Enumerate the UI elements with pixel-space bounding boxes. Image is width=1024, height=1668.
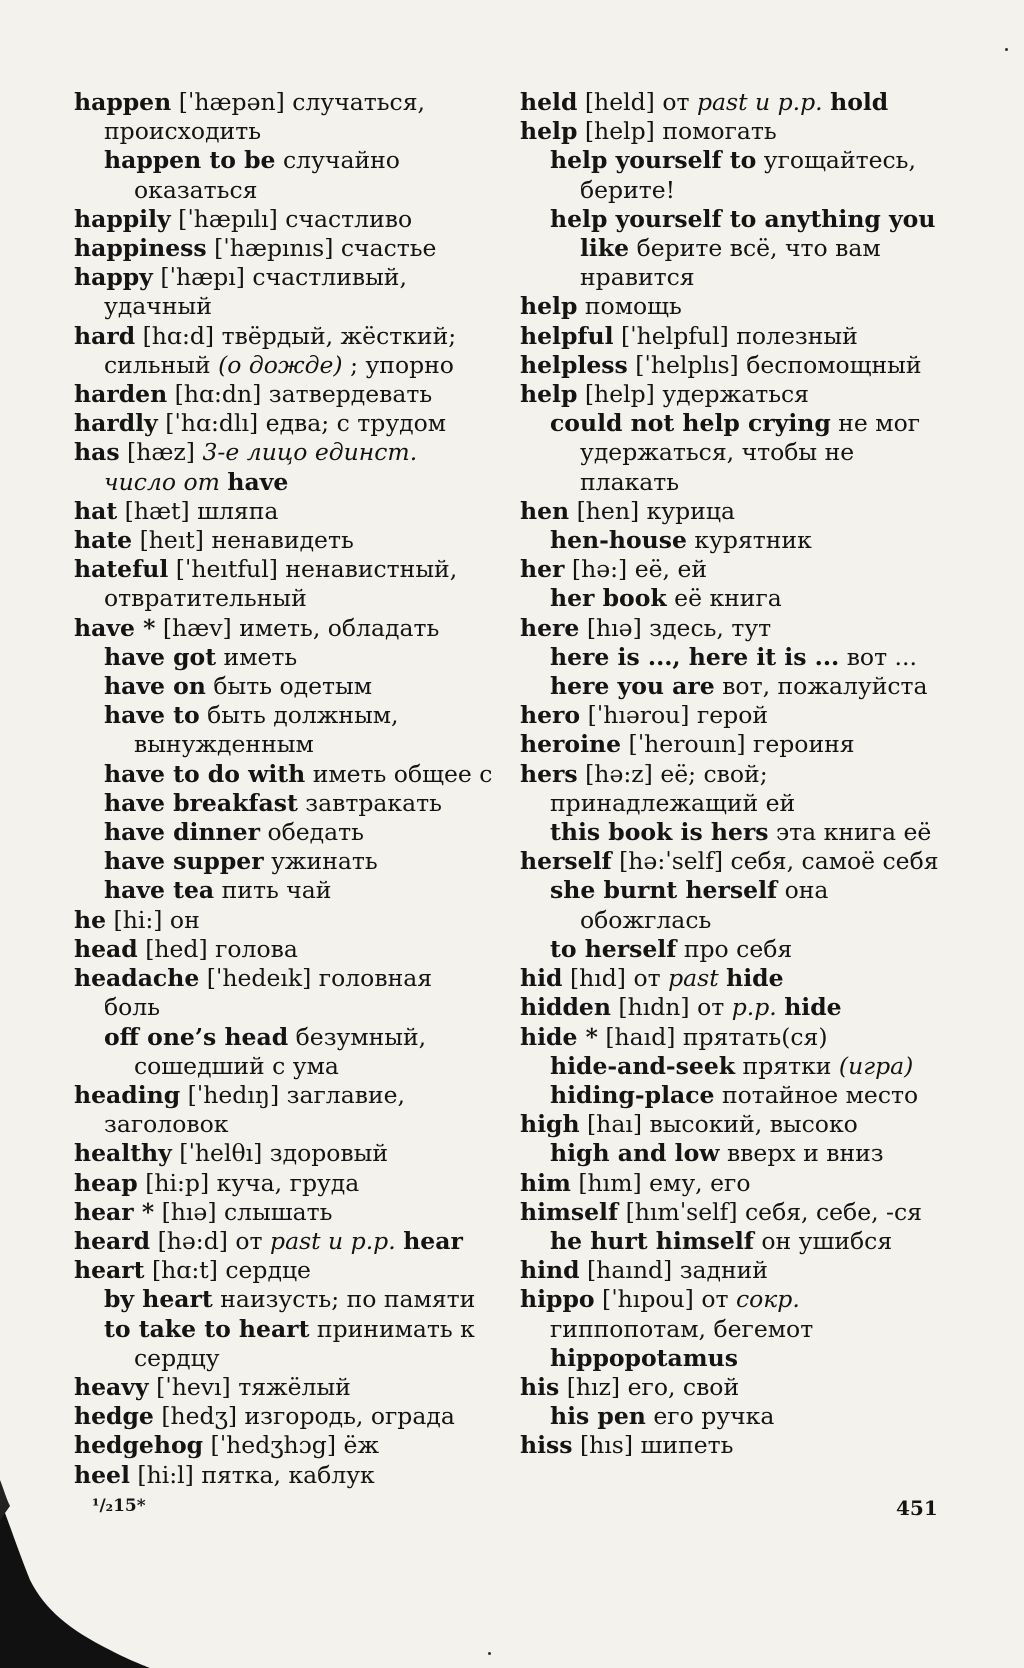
dictionary-entry [74,1139,494,1168]
headword: he [74,905,107,934]
headword: hide * [520,1022,598,1051]
dictionary-entry [520,1431,940,1460]
transcription: [hi:] [113,905,163,934]
gloss: помогать [662,117,777,146]
gloss: счастливо [285,204,413,233]
dictionary-entry [74,935,494,964]
dictionary-subentry [520,205,940,293]
transcription: [hə:z] [585,759,653,788]
gloss: шипеть [640,1431,734,1460]
dictionary-entry [520,993,940,1022]
headword: hard [74,321,136,350]
grammar-note: (игра) [838,1051,914,1080]
transcription: [ˈherouın] [628,730,746,759]
dictionary-entry [74,964,494,1022]
page-number: 451 [896,1496,938,1520]
dictionary-subentry [520,643,940,672]
dictionary-entry [520,88,940,117]
dictionary-entry [74,1081,494,1139]
headword: headache [74,964,200,993]
dictionary-entry [520,730,940,759]
gloss: от [662,88,690,116]
gloss: берите всё, что вам нравится [580,234,881,292]
headword: hardly [74,409,158,438]
headword: have dinner [104,818,260,847]
dictionary-entry [74,614,494,643]
gloss: ему, его [649,1168,751,1197]
dictionary-entry [520,964,940,993]
gloss: иметь [223,642,298,671]
headword: hind [520,1256,580,1285]
gloss: от [697,993,725,1022]
gloss: высокий, высоко [649,1110,858,1139]
transcription: [ˈhæpınıs] [214,234,334,263]
headword: held [520,88,578,116]
dictionary-subentry [520,935,940,964]
gloss: счастливый, удачный [104,263,407,321]
dictionary-entry [520,497,940,526]
transcription: [haıd] [605,1022,676,1051]
transcription: [ˈhelθı] [179,1139,263,1168]
headword: hid [520,964,563,993]
grammar-note: past и p.p. [270,1226,396,1255]
transcription: [help] [584,380,655,409]
headword: he hurt himself [550,1226,754,1255]
dictionary-entry [520,1023,940,1052]
gloss: иметь, обладать [239,613,440,642]
gloss: случайно оказаться [134,146,400,204]
headword: hedge [74,1402,154,1431]
headword: hen [520,496,570,525]
dictionary-entry [520,701,940,730]
headword: help [520,292,578,321]
dictionary-subentry [520,409,940,497]
headword: have to [104,701,200,730]
headword: heading [74,1080,181,1109]
transcription: [ˈhæpı] [160,263,245,292]
gloss: помощь [584,292,682,321]
headword: have on [104,672,206,701]
transcription: [heıt] [139,526,204,555]
gloss: она обожглась [580,876,829,934]
gloss: завтракать [305,788,442,817]
dictionary-entry [74,409,494,438]
gloss: курятник [694,526,812,555]
headword: high and low [550,1139,720,1168]
gloss: её книга [674,584,782,613]
transcription: [hɑ:t] [151,1256,218,1285]
headword: head [74,934,138,963]
gloss: ненавистный, отвратительный [104,555,458,613]
headword: here [520,613,580,642]
headword: help yourself to anything you like [550,204,936,263]
headword: heroine [520,730,622,759]
gloss: он ушибся [761,1226,893,1255]
headword: have to do with [104,759,306,788]
cross-reference: hide [784,993,842,1022]
transcription: [hæv] [162,613,232,642]
dictionary-subentry [74,847,494,876]
transcription: [hen] [576,496,640,525]
dictionary-subentry [74,1285,494,1314]
dictionary-entry [520,1256,940,1285]
dictionary-entry [74,1431,494,1460]
headword: healthy [74,1139,172,1168]
transcription: [ˈhıərou] [587,701,690,730]
gloss: ужинать [271,847,378,876]
dictionary-entry [74,1169,494,1198]
dictionary-entry [74,497,494,526]
gloss: твёрдый, жёсткий; сильный [104,321,457,379]
headword: heart [74,1256,145,1285]
speck [488,1652,491,1655]
transcription: [hə:ˈself] [619,847,724,876]
gloss: затвердевать [268,380,433,409]
gloss: её, ей [634,555,708,584]
dictionary-entry [520,1198,940,1227]
gloss: задний [679,1256,768,1285]
gloss: вот, пожалуйста [722,672,928,701]
grammar-note: сокр. [735,1285,800,1314]
dictionary-entry [74,234,494,263]
dictionary-entry [520,760,940,818]
gloss: прятки [742,1051,832,1080]
gloss: его, свой [627,1372,740,1401]
gloss: заглавие, заголовок [104,1080,406,1139]
headword: his pen [550,1402,646,1431]
dictionary-subentry [520,1139,940,1168]
transcription: [hız] [566,1372,621,1401]
transcription: [hımˈself] [625,1197,738,1226]
dictionary-subentry [520,146,940,204]
dictionary-entry [520,1110,940,1139]
gloss: изгородь, ограда [244,1402,455,1431]
transcription: [ˈhæpən] [178,88,285,116]
dictionary-subentry [74,876,494,905]
headword: this book is hers [550,818,769,847]
gloss: ёж [343,1431,380,1460]
speck [1005,48,1008,51]
transcription: [ˈhɑ:dlı] [165,409,259,438]
headword: happen to be [104,146,276,175]
dictionary-subentry [74,760,494,789]
dictionary-entry [520,614,940,643]
dictionary-entry [74,1198,494,1227]
transcription: [hedʒ] [161,1402,238,1431]
gloss: герой [696,701,769,730]
gloss: её; свой; принадлежащий ей [550,759,796,817]
dictionary-subentry [74,643,494,672]
dictionary-entry [520,380,940,409]
gloss: от [633,964,661,993]
gloss: вверх и вниз [726,1139,884,1168]
gloss: он [169,905,200,934]
transcription: [ˈhedeık] [206,964,312,993]
headword: heel [74,1460,130,1489]
dictionary-entry [520,292,940,321]
transcription: [hıs] [579,1431,634,1460]
gloss: его ручка [653,1402,775,1431]
gloss: быть одетым [213,672,372,701]
headword: help yourself to [550,146,757,175]
headword: hate [74,526,133,555]
headword: hateful [74,555,169,584]
grammar-note: past [668,964,719,993]
cross-reference: hear [403,1226,463,1255]
dictionary-entry [74,555,494,613]
gloss: потайное место [721,1080,919,1109]
gloss: эта книга её [776,818,932,847]
gloss: случаться, происходить [104,88,426,146]
headword: hidden [520,993,611,1022]
headword: she burnt herself [550,876,778,905]
gloss: удержаться [662,380,809,409]
dictionary-subentry [520,1081,940,1110]
transcription: [held] [584,88,655,116]
dictionary-entry [74,438,494,496]
gloss: тяжёлый [238,1372,351,1401]
transcription: [ˈhelpful] [621,321,729,350]
headword: here you are [550,672,715,701]
headword: has [74,438,120,467]
cross-reference: hippopotamus [550,1343,738,1372]
dictionary-entry [74,205,494,234]
dictionary-entry [520,322,940,351]
right-column [520,88,940,1461]
dictionary-subentry [74,1315,494,1373]
gloss: сердце [225,1256,311,1285]
headword: off one’s head [104,1022,289,1051]
dictionary-subentry [74,146,494,204]
headword: hippo [520,1285,595,1314]
headword: here is ..., here it is ... [550,642,840,671]
gloss: героиня [753,730,855,759]
headword: hero [520,701,581,730]
headword: heard [74,1226,151,1255]
gloss: иметь общее с [312,759,493,788]
headword: to herself [550,934,677,963]
dictionary-subentry [520,1052,940,1081]
headword: high [520,1110,580,1139]
headword: help [520,117,578,146]
gloss: не мог удержаться, чтобы не плакать [580,409,921,496]
headword: have tea [104,876,215,905]
headword: hiss [520,1431,573,1460]
headword: heavy [74,1372,149,1401]
headword: hat [74,496,118,525]
headword: could not help crying [550,409,831,438]
transcription: [hi:l] [137,1460,194,1489]
transcription: [hæz] [127,438,195,467]
transcription: [ˈhelplıs] [635,350,739,379]
headword: helpless [520,350,628,379]
transcription: [hıə] [161,1197,217,1226]
gloss: от [701,1285,729,1314]
dictionary-entry [74,263,494,321]
gloss: головная боль [104,964,433,1022]
transcription: [hə:] [571,555,628,584]
transcription: [hɑ:dn] [174,380,262,409]
headword: heap [74,1168,138,1197]
dictionary-subentry [74,789,494,818]
gloss: наизусть; по памяти [220,1285,476,1314]
headword: helpful [520,321,614,350]
dictionary-entry [74,1402,494,1431]
dictionary-entry [74,88,494,146]
dictionary-entry [520,117,940,146]
headword: to take to heart [104,1314,310,1343]
transcription: [hıdn] [618,993,690,1022]
grammar-note: p.p. [731,993,777,1022]
gloss: обедать [267,818,364,847]
gloss: быть должным, вынужденным [134,701,399,759]
headword: hers [520,759,578,788]
transcription: [hıə] [586,613,642,642]
dictionary-entry [74,1227,494,1256]
transcription: [hi:p] [145,1168,210,1197]
dictionary-entry [520,1285,940,1373]
dictionary-entry [520,555,940,584]
gloss: вот ... [846,642,917,671]
gloss: угощайтесь, берите! [580,146,916,204]
gloss: ; упорно [350,350,454,379]
dictionary-subentry [520,526,940,555]
gloss: про себя [683,934,793,963]
dictionary-entry [520,351,940,380]
left-column [74,88,494,1490]
gloss: шляпа [197,496,279,525]
headword: help [520,380,578,409]
gloss: ненавидеть [211,526,354,555]
grammar-note: past и p.p. [696,88,823,116]
dictionary-entry [74,380,494,409]
gloss: слышать [224,1197,333,1226]
grammar-note: 3-е лицо единст. число от [104,438,418,496]
headword: herself [520,847,612,876]
dictionary-entry [520,1373,940,1402]
transcription: [ˈhæpılı] [178,204,278,233]
transcription: [ˈheıtful] [175,555,278,584]
gloss: от [235,1226,263,1255]
headword: hen-house [550,526,687,555]
transcription: [hıd] [569,964,626,993]
dictionary-subentry [520,584,940,613]
headword: by heart [104,1285,213,1314]
gloss: полезный [736,321,858,350]
transcription: [ˈhedıŋ] [187,1080,280,1109]
dictionary-subentry [520,818,940,847]
headword: have supper [104,847,264,876]
dictionary-entry [74,906,494,935]
gloss: себя, себе, -ся [745,1197,922,1226]
transcription: [hæt] [124,496,190,525]
gloss: принимать к сердцу [134,1314,475,1372]
headword: hide-and-seek [550,1051,736,1080]
dictionary-subentry [74,818,494,847]
gloss: куча, груда [216,1168,360,1197]
gloss: здоровый [269,1139,389,1168]
dictionary-subentry [74,701,494,759]
headword: happiness [74,234,207,263]
cross-reference: hide [726,964,784,993]
transcription: [hɑ:d] [142,321,215,350]
headword: harden [74,380,168,409]
headword: hiding-place [550,1080,715,1109]
scan-shadow [0,1480,150,1668]
gloss: пятка, каблук [201,1460,375,1489]
transcription: [ˈhevı] [156,1372,231,1401]
grammar-note: (о дожде) [218,350,343,379]
transcription: [hed] [145,934,208,963]
cross-reference: hold [830,88,889,116]
dictionary-subentry [520,672,940,701]
dictionary-entry [74,322,494,380]
gloss: гиппопотам, бегемот [550,1314,814,1343]
dictionary-entry [74,526,494,555]
gloss: пить чай [221,876,332,905]
dictionary-entry [520,847,940,876]
transcription: [hım] [578,1168,642,1197]
headword: her [520,555,565,584]
gloss: прятать(ся) [682,1022,828,1051]
gloss: себя, самоё себя [730,847,939,876]
gloss: голова [215,934,298,963]
dictionary-entry [74,1256,494,1285]
headword: hedgehog [74,1431,204,1460]
gloss: счастье [340,234,437,263]
headword: himself [520,1197,619,1226]
headword: happen [74,88,172,116]
transcription: [help] [584,117,655,146]
transcription: [haınd] [587,1256,673,1285]
headword: hear * [74,1197,155,1226]
dictionary-subentry [74,672,494,701]
transcription: [hə:d] [157,1226,228,1255]
gloss: безумный, сошедший с ума [134,1022,427,1080]
transcription: [haı] [587,1110,643,1139]
transcription: [ˈhedʒhɔg] [210,1431,337,1460]
headword: happily [74,204,171,233]
headword: him [520,1168,571,1197]
cross-reference: have [227,467,289,496]
headword: have got [104,642,217,671]
gloss: здесь, тут [649,613,772,642]
headword: have breakfast [104,788,298,817]
transcription: [ˈhıpou] [602,1285,694,1314]
dictionary-entry [74,1373,494,1402]
gloss: беспомощный [746,350,922,379]
gloss: курица [646,496,735,525]
dictionary-entry [520,1169,940,1198]
headword: happy [74,263,153,292]
dictionary-subentry [74,1023,494,1081]
printer-signature: ¹/₂15* [92,1496,146,1516]
dictionary-subentry [520,1227,940,1256]
headword: his [520,1372,560,1401]
dictionary-subentry [520,1402,940,1431]
gloss: едва; с трудом [265,409,447,438]
dictionary-subentry [520,876,940,934]
headword: her book [550,584,667,613]
headword: have * [74,613,156,642]
